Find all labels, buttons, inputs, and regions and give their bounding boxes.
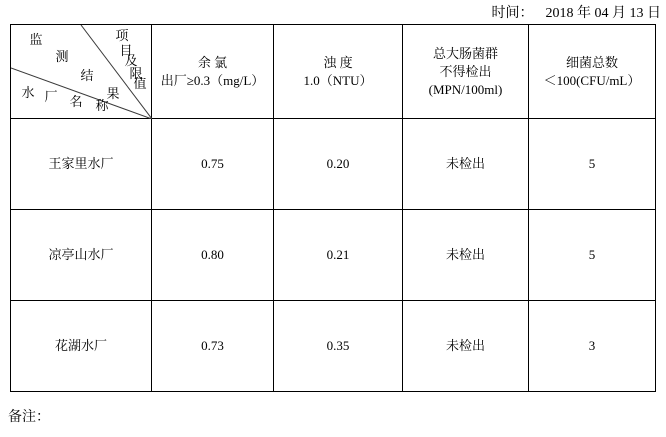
corner-char: 值	[133, 76, 147, 91]
header-line: 浊 度	[323, 54, 353, 70]
header-turbidity	[274, 25, 403, 119]
cell-value: 未检出	[403, 119, 529, 210]
header-bacteria-count	[529, 25, 656, 119]
corner-char: 厂	[44, 89, 58, 104]
cell-plant-name: 花湖水厂	[11, 301, 152, 392]
header-line: 细菌总数	[565, 54, 618, 70]
cell-value: 3	[529, 301, 656, 392]
header-line: 1.0（NTU）	[303, 72, 373, 88]
corner-char: 目	[119, 43, 133, 58]
cell-plant-name: 王家里水厂	[11, 119, 152, 210]
header-line: 不得检出	[439, 63, 492, 79]
corner-char: 水	[21, 85, 35, 100]
header-line: (MPN/100ml)	[428, 81, 503, 97]
table-row	[11, 301, 656, 392]
corner-char: 结	[80, 68, 94, 83]
corner-char: 测	[55, 49, 69, 64]
header-row	[11, 25, 656, 119]
cell-value: 未检出	[403, 301, 529, 392]
header-line: ＜100(CFU/mL）	[543, 72, 641, 88]
corner-char: 称	[95, 98, 109, 113]
corner-char: 项	[115, 28, 129, 43]
date-value: 2018 年 04 月 13 日	[545, 6, 661, 21]
corner-char: 限	[129, 66, 143, 81]
report-date	[492, 2, 662, 22]
corner-char: 果	[106, 86, 120, 101]
corner-char: 监	[29, 32, 43, 47]
table-row	[11, 119, 656, 210]
diagonal-header-cell	[11, 25, 152, 119]
corner-char: 名	[69, 94, 83, 109]
remark-label: 备注：	[8, 410, 50, 425]
cell-value: 0.20	[274, 119, 403, 210]
cell-value: 5	[529, 210, 656, 301]
date-label: 时间：	[491, 6, 534, 21]
cell-value: 0.80	[152, 210, 274, 301]
cell-value: 0.21	[274, 210, 403, 301]
cell-value: 0.73	[152, 301, 274, 392]
header-line: 总大肠菌群	[432, 45, 498, 61]
table-row	[11, 210, 656, 301]
cell-value: 0.35	[274, 301, 403, 392]
cell-value: 5	[529, 119, 656, 210]
cell-value: 0.75	[152, 119, 274, 210]
diagonal-header	[11, 25, 152, 119]
cell-plant-name: 凉亭山水厂	[11, 210, 152, 301]
cell-value: 未检出	[403, 210, 529, 301]
header-residual-chlorine	[152, 25, 274, 119]
corner-char: 及	[124, 53, 138, 68]
header-total-coliform	[403, 25, 529, 119]
header-line: 余 氯	[197, 54, 228, 70]
water-quality-table	[10, 24, 656, 392]
header-line: 出厂≥0.3（mg/L）	[160, 72, 265, 88]
